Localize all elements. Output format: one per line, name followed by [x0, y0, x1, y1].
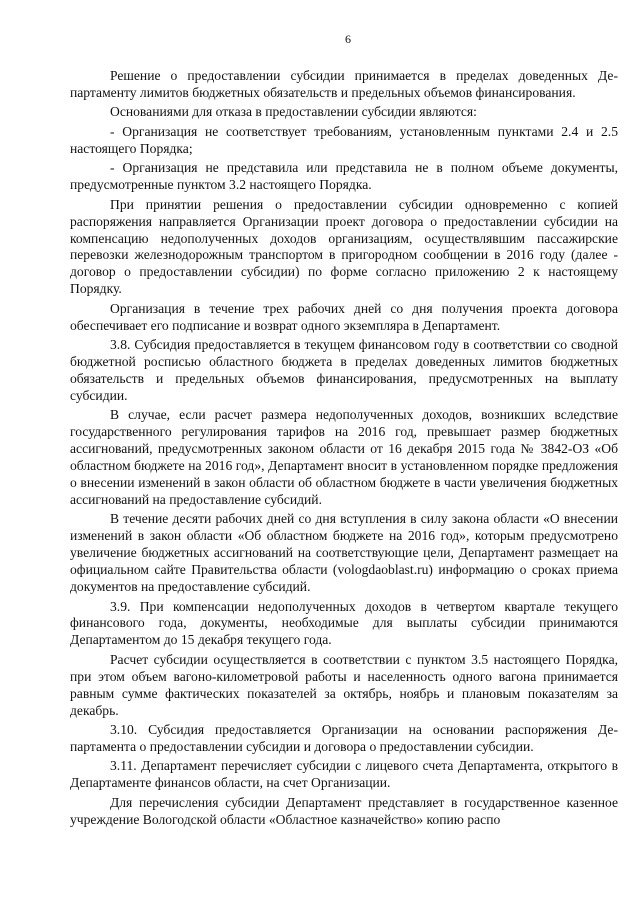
page-number: 6 — [345, 32, 351, 46]
paragraph-clause-3-8: 3.8. Субсидия предоставляется в текущем финансовом году в соответствии со сводной бюджетной росписью областного бюджета в пределах доведенных лимитов бюджетных обязательств и предельных объемов финансирования, предусмотренных на выплату субсидии. — [70, 337, 618, 403]
paragraph-refusal-grounds: Основаниями для отказа в предоставлении субсидии являются: — [110, 104, 477, 120]
paragraph-website-notice: В течение десяти рабочих дней со дня вступления в силу закона области «О внесении изменений в закон области «Об областном бюджете на 2016 год», которым предусмотрено увеличение бюджетных ассигнований на соответствующие цели, Департамент размещает на официальном сайте Правительства области (vologdaoblast.ru) информацию о сроках приема документов на предоставление субсидий. — [70, 511, 618, 595]
paragraph-clause-3-11: 3.11. Департамент перечисляет субсидии с лицевого счета Департамента, открытого в Департаменте финансов области, на счет Организации. — [70, 758, 618, 791]
paragraph-budget-excess: В случае, если расчет размера недополученных доходов, возникших вследствие государственного регулирования тарифов на 2016 год, превышает размер бюджетных ассигнований, предусмотренных законом области от 16 декабря 2015 года № 3842-ОЗ «Об областном бюджете на 2016 год», Департамент вносит в установленном порядке предложения о внесении изменений в закон области об областном бюджете в части увеличения бюджетных ассигнований на предоставление субсидий. — [70, 407, 618, 507]
paragraph-treasury-transfer: Для перечисления субсидии Департамент представляет в государственное казенное учреждение Вологодской области «Областное казначейство» копию распо — [70, 794, 618, 827]
paragraph-refusal-item-2: - Организация не представила или представила не в полном объеме документы, предусмотренные пунктом 3.2 настоящего Порядка. — [70, 160, 618, 193]
paragraph-contract-signing: Организация в течение трех рабочих дней со дня получения проекта договора обеспечивает его подписание и возврат одного экземпляра в Департамент. — [70, 300, 618, 333]
paragraph-clause-3-10: 3.10. Субсидия предоставляется Организации на основании распоряжения Департамента о предоставлении субсидии и договора о предоставлении субсидии. — [70, 722, 618, 754]
paragraph-clause-3-9: 3.9. При компенсации недополученных доходов в четвертом квартале текущего финансового года, документы, необходимые для выплаты субсидии принимаются Департаментом до 15 декабря текущего года. — [70, 598, 618, 648]
paragraph-subsidy-calculation: Расчет субсидии осуществляется в соответствии с пунктом 3.5 настоящего Порядка, при этом объем вагоно-километровой работы и населенность одного вагона принимается равным сумме фактических показателей за октябрь, ноябрь и плановым показателям за декабрь. — [70, 651, 618, 718]
paragraph-subsidy-decision: Решение о предоставлении субсидии принимается в пределах доведенных Департаменту лимитов бюджетных обязательств и предельных объемов финансирования. — [70, 68, 618, 100]
paragraph-contract-draft: При принятии решения о предоставлении субсидии одновременно с копией распоряжения направляется Организации проект договора о предоставлении субсидии на компенсацию недополученных доходов организациям, осуществлявшим пассажирские перевозки железнодорожным транспортом в пригородном сообщении в 2016 году (далее - договор о предоставлении субсидии) по форме согласно приложению 2 к настоящему Порядку. — [70, 196, 618, 297]
paragraph-refusal-item-1: - Организация не соответствует требованиям, установленным пунктами 2.4 и 2.5 настоящего Порядка; — [70, 123, 618, 156]
document-body — [70, 68, 618, 829]
